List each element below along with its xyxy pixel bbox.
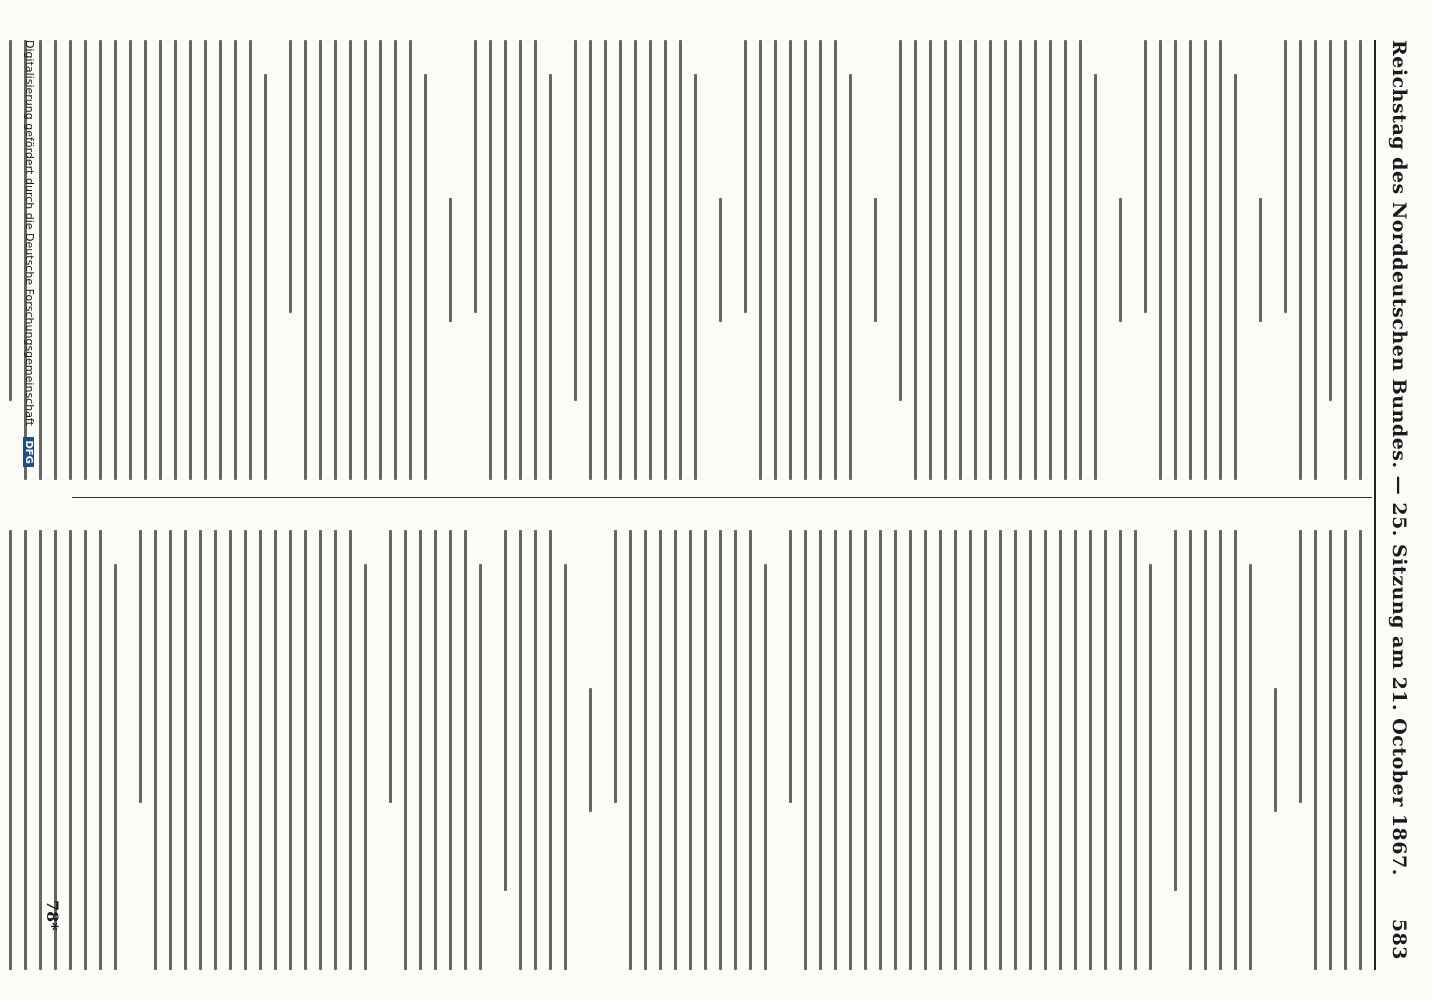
text-line-placeholder (289, 40, 292, 313)
text-line-placeholder (704, 530, 707, 970)
text-line-placeholder (614, 530, 617, 803)
text-line-placeholder (169, 530, 172, 970)
text-line-placeholder (719, 198, 722, 321)
text-line-placeholder (1019, 40, 1022, 480)
text-line-placeholder (114, 564, 117, 970)
text-line-placeholder (229, 530, 232, 970)
text-line-placeholder (1122, 40, 1132, 480)
text-line-placeholder (819, 40, 822, 480)
text-line-placeholder (452, 40, 462, 480)
text-line-placeholder (474, 40, 477, 313)
text-line-placeholder (267, 40, 277, 480)
text-line-placeholder (334, 530, 337, 970)
text-line-placeholder (722, 40, 732, 480)
text-line-placeholder (1359, 530, 1362, 970)
text-line-placeholder (879, 530, 882, 970)
text-line-placeholder (969, 530, 972, 970)
text-line-placeholder (874, 198, 877, 321)
text-line-placeholder (367, 530, 377, 970)
text-line-placeholder (139, 530, 142, 803)
text-line-placeholder (664, 40, 667, 480)
text-line-placeholder (604, 40, 607, 480)
text-line-placeholder (804, 40, 807, 480)
text-line-placeholder (489, 40, 492, 480)
text-line-placeholder (564, 564, 567, 970)
text-line-placeholder (629, 530, 632, 970)
text-line-placeholder (184, 530, 187, 970)
text-line-placeholder (694, 74, 697, 480)
text-line-placeholder (834, 530, 837, 970)
text-line-placeholder (159, 40, 162, 480)
text-line-placeholder (404, 530, 407, 970)
text-line-placeholder (999, 530, 1002, 970)
page-number: 583 (1388, 918, 1410, 960)
text-line-placeholder (1079, 40, 1082, 480)
text-line-placeholder (549, 74, 552, 480)
text-line-placeholder (659, 530, 662, 970)
text-line-placeholder (894, 530, 897, 970)
text-line-placeholder (764, 564, 767, 970)
text-line-placeholder (304, 530, 307, 970)
text-line-placeholder (114, 40, 117, 480)
text-line-placeholder (849, 530, 852, 970)
text-line-placeholder (69, 40, 72, 480)
text-line-placeholder (1219, 530, 1222, 970)
text-line-placeholder (852, 40, 862, 480)
text-line-placeholder (534, 40, 537, 480)
text-line-placeholder (924, 530, 927, 970)
text-line-placeholder (144, 40, 147, 480)
text-line-placeholder (914, 40, 917, 480)
footer-text: Digitalisierung gefördert durch die Deutsche Forschungsgemeinschaft (23, 40, 36, 426)
text-line-placeholder (449, 530, 452, 970)
text-line-placeholder (1149, 564, 1152, 970)
text-line-placeholder (1284, 40, 1287, 313)
text-line-placeholder (84, 530, 87, 970)
text-line-placeholder (99, 40, 102, 480)
text-line-placeholder (1299, 40, 1302, 480)
header-title: Reichstag des Norddeutschen Bundes. — 25. Sitzung am 21. October 1867. (1388, 40, 1410, 876)
running-header (1380, 40, 1410, 970)
text-line-placeholder (644, 530, 647, 970)
text-line-placeholder (364, 564, 367, 970)
text-line-placeholder (1159, 40, 1162, 480)
text-line-placeholder (774, 40, 777, 480)
text-line-placeholder (1314, 40, 1317, 480)
text-line-placeholder (734, 530, 737, 970)
text-line-placeholder (689, 530, 692, 970)
text-line-placeholder (189, 40, 192, 480)
text-line-placeholder (1234, 530, 1237, 970)
text-line-placeholder (1259, 198, 1262, 321)
text-line-placeholder (1014, 530, 1017, 970)
text-line-placeholder (549, 530, 552, 970)
text-line-placeholder (534, 530, 537, 970)
text-line-placeholder (424, 74, 427, 480)
text-line-placeholder (349, 530, 352, 970)
column-divider (72, 497, 1372, 498)
text-line-placeholder (249, 40, 252, 480)
text-line-placeholder (259, 530, 262, 970)
text-line-placeholder (54, 40, 57, 480)
text-line-placeholder (1049, 40, 1052, 480)
text-line-placeholder (974, 40, 977, 480)
text-line-placeholder (1029, 530, 1032, 970)
text-line-placeholder (954, 530, 957, 970)
text-line-placeholder (84, 40, 87, 480)
text-line-placeholder (274, 530, 277, 970)
text-line-placeholder (1174, 530, 1177, 891)
text-line-placeholder (552, 40, 562, 480)
text-line-placeholder (589, 40, 592, 480)
text-line-placeholder (1344, 40, 1347, 480)
text-line-placeholder (1204, 40, 1207, 480)
text-line-placeholder (69, 530, 72, 970)
text-line-placeholder (234, 40, 237, 480)
text-line-placeholder (409, 40, 412, 480)
text-line-placeholder (909, 530, 912, 970)
text-line-placeholder (574, 40, 577, 401)
text-line-placeholder (129, 40, 132, 480)
text-line-placeholder (174, 40, 177, 480)
text-line-placeholder (1044, 530, 1047, 970)
text-line-placeholder (1234, 74, 1237, 480)
text-line-placeholder (759, 40, 762, 480)
text-line-placeholder (589, 688, 592, 811)
text-line-placeholder (679, 40, 682, 480)
text-line-placeholder (334, 40, 337, 480)
text-line-placeholder (482, 530, 492, 970)
text-line-placeholder (219, 40, 222, 480)
text-line-placeholder (419, 530, 422, 970)
text-line-placeholder (1189, 40, 1192, 480)
text-line-placeholder (379, 40, 382, 480)
column-left (72, 40, 1362, 480)
text-line-placeholder (619, 40, 622, 480)
text-line-placeholder (1359, 40, 1362, 480)
text-line-placeholder (1059, 530, 1062, 970)
text-line-placeholder (849, 74, 852, 480)
text-line-placeholder (264, 74, 267, 480)
text-line-placeholder (959, 40, 962, 480)
text-line-placeholder (1097, 40, 1107, 480)
text-line-placeholder (1237, 40, 1247, 480)
text-line-placeholder (1004, 40, 1007, 480)
signature-mark: 78* (43, 900, 62, 931)
text-line-placeholder (154, 530, 157, 970)
text-line-placeholder (1252, 530, 1262, 970)
text-line-placeholder (1274, 688, 1277, 811)
text-line-placeholder (434, 530, 437, 970)
text-line-placeholder (749, 530, 752, 970)
text-line-placeholder (697, 40, 707, 480)
text-line-placeholder (39, 530, 42, 970)
text-line-placeholder (1189, 530, 1192, 970)
text-line-placeholder (289, 530, 292, 970)
text-line-placeholder (929, 40, 932, 480)
text-line-placeholder (117, 530, 127, 970)
text-line-placeholder (1119, 198, 1122, 321)
text-line-placeholder (1034, 40, 1037, 480)
text-line-placeholder (1152, 530, 1162, 970)
text-line-placeholder (1104, 530, 1107, 970)
text-line-placeholder (1344, 530, 1347, 970)
text-line-placeholder (1204, 530, 1207, 970)
text-line-placeholder (1174, 40, 1177, 480)
text-line-placeholder (744, 40, 747, 313)
text-line-placeholder (1119, 530, 1122, 970)
text-line-placeholder (364, 40, 367, 480)
text-line-placeholder (864, 530, 867, 970)
text-line-placeholder (819, 530, 822, 970)
text-line-placeholder (504, 530, 507, 891)
text-line-placeholder (1249, 564, 1252, 970)
text-line-placeholder (394, 40, 397, 480)
text-line-placeholder (319, 40, 322, 480)
text-line-placeholder (789, 530, 792, 803)
text-line-placeholder (1277, 530, 1287, 970)
text-line-placeholder (464, 530, 467, 970)
text-line-placeholder (649, 40, 652, 480)
text-line-placeholder (1314, 530, 1317, 970)
text-line-placeholder (199, 530, 202, 970)
text-line-placeholder (449, 198, 452, 321)
text-line-placeholder (1299, 530, 1302, 803)
text-line-placeholder (1094, 74, 1097, 480)
digitization-footer (14, 40, 36, 970)
dfg-logo: DFG (23, 437, 34, 466)
text-line-placeholder (1064, 40, 1067, 480)
text-line-placeholder (1219, 40, 1222, 480)
text-line-placeholder (214, 530, 217, 970)
text-line-placeholder (1134, 530, 1137, 970)
text-line-placeholder (304, 40, 307, 480)
text-line-placeholder (767, 530, 777, 970)
header-rule (1374, 40, 1376, 970)
text-line-placeholder (1089, 530, 1092, 970)
text-line-placeholder (899, 40, 902, 401)
text-line-placeholder (519, 530, 522, 970)
text-line-placeholder (1262, 40, 1272, 480)
text-line-placeholder (939, 530, 942, 970)
text-line-placeholder (99, 530, 102, 970)
text-line-placeholder (244, 530, 247, 970)
text-line-placeholder (389, 530, 392, 803)
text-line-placeholder (984, 530, 987, 970)
text-line-placeholder (989, 40, 992, 480)
text-line-placeholder (634, 40, 637, 480)
text-line-placeholder (1074, 530, 1077, 970)
text-line-placeholder (1329, 530, 1332, 970)
text-line-placeholder (479, 564, 482, 970)
text-line-placeholder (789, 40, 792, 480)
text-line-placeholder (427, 40, 437, 480)
text-line-placeholder (804, 530, 807, 970)
text-line-placeholder (319, 530, 322, 970)
text-line-placeholder (519, 40, 522, 480)
column-right (72, 530, 1362, 970)
text-line-placeholder (504, 40, 507, 480)
text-line-placeholder (9, 530, 12, 970)
text-line-placeholder (204, 40, 207, 480)
text-line-placeholder (674, 530, 677, 970)
text-line-placeholder (1329, 40, 1332, 401)
text-line-placeholder (349, 40, 352, 480)
text-line-placeholder (39, 40, 42, 480)
text-line-placeholder (9, 40, 12, 401)
text-line-placeholder (567, 530, 577, 970)
text-line-placeholder (834, 40, 837, 480)
text-line-placeholder (877, 40, 887, 480)
text-line-placeholder (944, 40, 947, 480)
text-line-placeholder (592, 530, 602, 970)
text-line-placeholder (1144, 40, 1147, 313)
text-line-placeholder (719, 530, 722, 970)
